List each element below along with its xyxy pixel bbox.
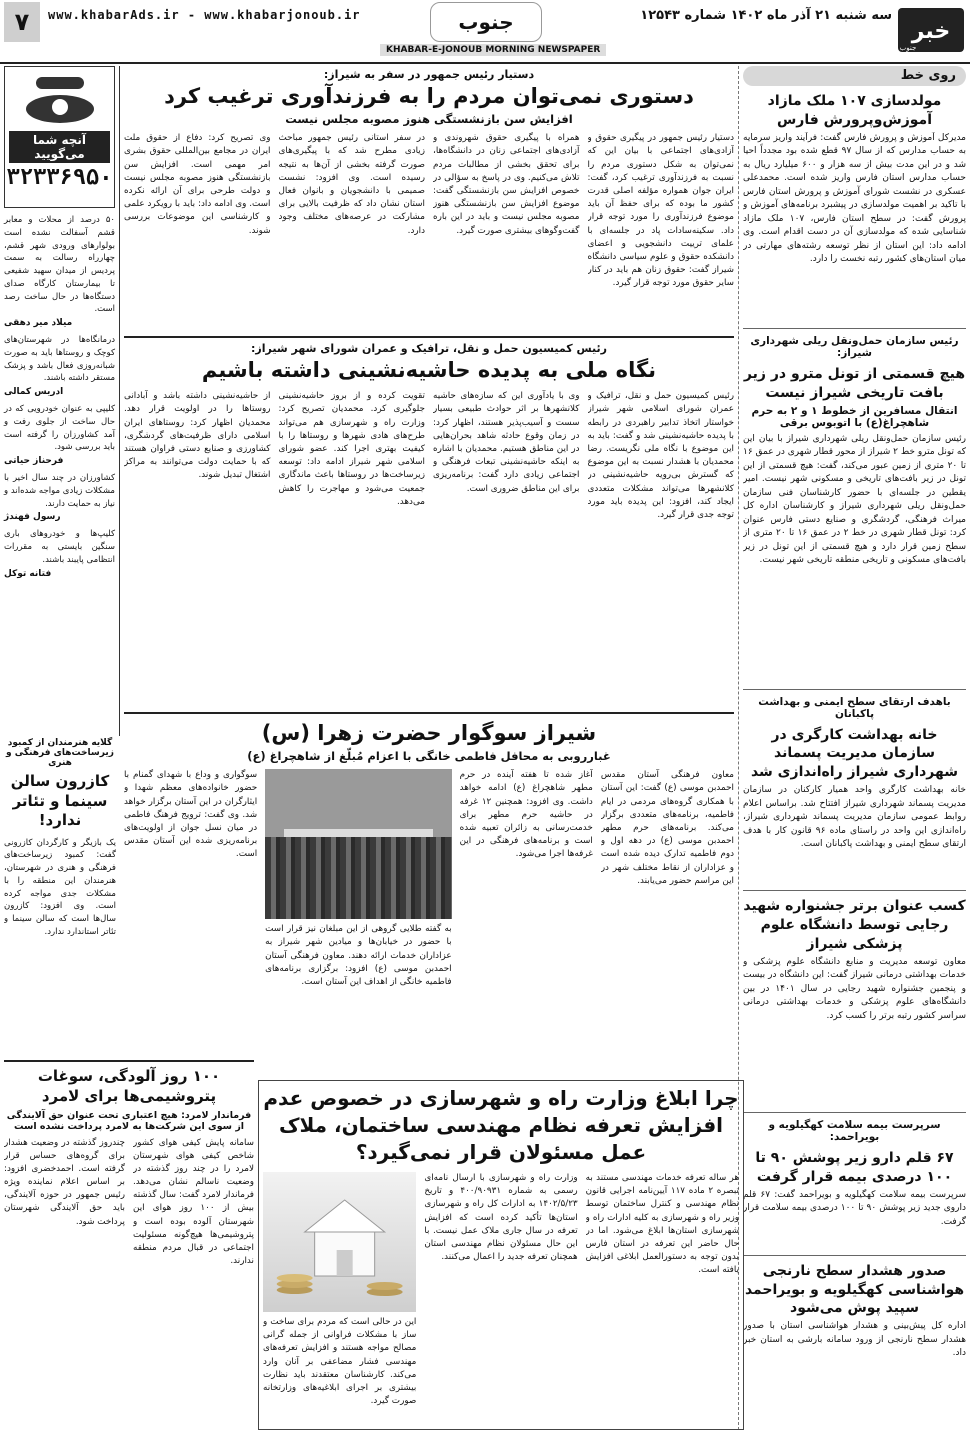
divider (743, 689, 966, 690)
news-body-weather: اداره کل پیش‌بینی و هشدار هواشناسی استان با صدور هشدار سطح نارنجی از ورود سامانه بارشی به استان خبر داد. (743, 1321, 966, 1359)
section-label: جنوب (430, 2, 542, 42)
article-headline: شیراز سوگوار حضرت زهرا (س) (261, 721, 597, 745)
page-number: ۷ (4, 2, 40, 42)
reader-name: میلاد میر دهقی (4, 318, 73, 328)
news-title-insurance: ۶۷ قلم دارو زیر پوشش ۹۰ تا ۱۰۰ درصدی بیمه قرار گرفت (755, 1149, 954, 1185)
news-body-schools: مدیرکل آموزش و پرورش فارس گفت: فرآیند واریز سرمایه به حساب مدارس که از سال ۹۷ قطع شده بود مجدداً احیا شد و در این مدت بیش از سه هزار و ۶۰۰ میلیارد ریال به حساب مدارس استان فارس واریز شده است. محمدعلی عسکری در نشست شورای آموزش و پرورش استان فارس با تاکید بر اهمیت مولدسازی در پیشبرد برنامه‌های آموزش و پرورش گفت: در سطح استان فارس، ۱۰۷ ملک مازاد شناسایی شده که مولدسازی آن در دست اقدام است. وی ادامه داد: این استان از نظر توسعه رشته‌های مهارتی در میان استان‌های کشور رتبه نخست را دارد. (743, 132, 966, 265)
news-kicker-insurance: سرپرست بیمه سلامت کهگیلویه و بویراحمد: (768, 1118, 941, 1143)
divider (743, 1255, 966, 1256)
article-column: این در حالی است که مردم برای ساخت و ساز با مشکلات فراوانی از جمله گرانی مصالح مواجه هستند و افزایش تعرفه‌های مهندسی فشار مضاعفی بر آنان وارد می‌کند. کارشناسان معتقدند باید نظارت بیشتری بر اجرای ابلاغیه‌های وزارتخانه صورت گیرد. (263, 1317, 417, 1407)
article-column: در سفر استانی رئیس جمهور مباحث زیادی مطرح شد که با پیگیری‌های صورت گرفته بخشی از آن‌ها به نتیجه رسیده است. وی افزود: نشست صمیمی با دانشجویان و بانوان فعال استان نشان داد که ظرفیت بالایی برای مشارکت در عرصه‌های مختلف وجود دارد. (278, 133, 425, 236)
article-column: وی با یادآوری این که سازه‌های حاشیه کلانشهرها بر اثر حوادث طبیعی بسیار سست و آسیب‌پذیر هستند، اظهار کرد: در زمان وقوع حادثه شاهد بحران‌هایی در این مناطق هستیم. محمدیان با اشاره به اینکه حاشیه‌نشینی تبعات فرهنگی و اجتماعی زیادی دارد گفت: برنامه‌ریزی برای این مناطق ضروری است. (433, 391, 580, 494)
article-photo-column (263, 1172, 416, 1422)
news-body-insurance: سرپرست بیمه سلامت کهگیلویه و بویراحمد گفت: ۶۷ قلم داروی جدید زیر پوشش ۹۰ تا ۱۰۰ درصدی بیمه سلامت قرار گرفت. (743, 1189, 966, 1227)
article-headline: دستوری نمی‌توان مردم را به فرزندآوری ترغیب کرد (164, 84, 694, 108)
readers-phone-box (4, 66, 115, 208)
article-subhead: فرماندار لامرد: هیچ اعتباری تحت عنوان حق آلایندگی از سوی این شرکت‌ها به لامرد پرداخت نشده است (6, 1109, 252, 1132)
article-column: سامانه پایش کیفی هوای کشور شاخص کیفی هوای شهرستان لامرد را در چند روز گذشته در وضعیت ناسالم نشان می‌دهد. فرماندار لامرد گفت: سال گذشته بیش از ۱۰۰ روز هوای این شهرستان آلوده بوده است و پتروشیمی‌ها هیچ‌گونه مسئولیت اجتماعی در قبال مردم منطقه ندارند. (133, 1137, 254, 1267)
news-body-metro: رئیس سازمان حمل‌ونقل ریلی شهرداری شیراز با بیان این که تونل مترو خط ۲ شیراز از محور قطار شهری در عمق ۱۶ تا ۲۰ متری از زمین عبور می‌کند، گفت: هیچ قسمتی از این تونل در زیر بافت‌های تاریخی و مسکونی شهر نیست. امیر یقطین در جلسه‌ای با حضور کارشناسان فنی سازمان حمل‌ونقل ریلی شهرداری شیراز و کارشناسان اداره کل میراث فرهنگی، گردشگری و صنایع دستی فارس عنوان کرد: تونل قطار شهری در خط ۲ در عمق ۱۶ تا ۲۰ متری از سطح زمین قرار دارد و هیچ قسمتی از این تونل در زیر بافت‌های مسکونی و تاریخی منطقه تاریخی شهر نیست. (743, 433, 966, 566)
logo-small-text: جنوب (899, 44, 917, 52)
article-subhead: غبارروبی به محافل فاطمی خانگی با اعزام مُبلّغ از شاهچراغ (ع) (247, 749, 611, 764)
rooye-khat-band: روی خط (743, 66, 966, 86)
article-column: وی تصریح کرد: دفاع از حقوق ملت ایران در مجامع بین‌المللی حقوق بشری امر مهمی است. افزایش سن بازنشستگی هنوز مصوبه مجلس نیست و دولت طرحی برای آن ارائه نکرده است. وی ادامه داد: باید با رویکرد علمی و کارشناسی این موضوعات بررسی شوند. (124, 133, 271, 236)
logo-text: خبر (911, 19, 951, 44)
kazerun-kicker: گلایه هنرمندان از کمبود زیرساخت‌های فرهنگی و هنری (6, 738, 114, 768)
news-body-university: معاون توسعه مدیریت و منابع دانشگاه علوم پزشکی و خدمات بهداشتی درمانی شیراز گفت: این دانشگاه در بیست و پنجمین جشنواره شهید رجایی در سال ۱۴۰۱ در بین دانشگاه‌های علوم پزشکی و خدمات بهداشتی درمانی سراسر کشور رتبه برتر را کسب کرد. (743, 956, 966, 1021)
divider (743, 890, 966, 891)
article-headline: چرا ابلاغ وزارت راه و شهرسازی در خصوص عدم افزایش تعرفه نظام مهندسی ساختمان، ملاک عمل مسئولان قرار نمی‌گیرد؟ (263, 1086, 739, 1164)
reader-message: کلیپی به عنوان خودرویی که در حال ساخت از جلوی رفت و آمد کشاورزان را گرفته است باید بررسی شود. (4, 404, 115, 453)
masthead-english: KHABAR-E-JONOUB MORNING NEWSPAPER (380, 44, 606, 56)
news-sub-metro: انتقال مسافرین از خطوط ۱ و ۲ به حرم شاهچراغ(ع) با اتوبوس برقی (751, 404, 958, 429)
newspaper-logo (898, 2, 964, 58)
article-column: دستیار رئیس جمهور در پیگیری حقوق و آزادی‌های اجتماعی با بیان این که نمی‌توان به شکل دستوری مردم را نسبت به فرزندآوری ترغیب کرد، گفت: ایران جوان همواره مؤلفه اصلی قدرت کشور ما بوده که برای حفظ آن باید موضوع فرزندآوری را مورد توجه قرار داد. سکینه‌سادات پاد در جلسه‌ای با علمای ترییت دانشجویی و اعضای دانشکده حقوق و علوم سیاسی دانشگاه شیراز گفت: حقوق زنان هم باید در کنار سایر حقوق مورد توجه قرار گیرد. (587, 133, 734, 289)
reader-name: فتانه توکل (4, 568, 52, 579)
article-column: سوگواری و وداع با شهدای گمنام با حضور خانواده‌های معظم شهدا و ایثارگران در این آستان برگزار خواهد شد. وی گفت: ترویج فرهنگ فاطمی در میان نسل جوان از اولویت‌های برنامه‌ریزی شده این آستان مقدس است. (123, 770, 258, 860)
reader-message: کلیپ‌ها و خودروهای باری سنگین بایستی به مقررات انتظامی پایبند باشند. (4, 529, 115, 565)
mourning-crowd-photo (265, 769, 451, 919)
news-title-health-house: خانه بهداشت کارگری در سازمان مدیریت پسماند شهرداری شیراز راه‌اندازی شد (750, 726, 959, 781)
article-column: به گفته طلایی گروهی از این مبلغان نیز قرار است با حضور در خیابان‌ها و میادین شهر شیراز به عزاداران خدمات ارائه دهند. معاون فرهنگی آستان احمدبن موسی (ع) افزود: برگزاری برنامه‌های فاطمیه خانگی از اهداف این آستان است. (265, 924, 452, 988)
article-fertility (124, 68, 734, 328)
article-column: وزارت راه و شهرسازی با ارسال نامه‌ای رسمی به شماره ۴۰۰/۹۰۹۳۱ و تاریخ ۱۴۰۲/۵/۲۳ به ادارات کل راه و شهرسازی استان‌ها تأکید کرده است که افزایش تعرفه در سال جاری ملاک عمل نیست. با این حال مسئولان نظام مهندسی استان همچنان تعرفه جدید را اعمال می‌کنند. (424, 1173, 578, 1263)
article-column: هر ساله تعرفه خدمات مهندسی مستند به تبصره ۲ ماده ۱۱۷ آیین‌نامه اجرایی قانون نظام مهندسی و کنترل ساختمان توسط وزیر راه و شهرسازی به کلیه ادارات راه و شهرسازی استان‌ها ابلاغ می‌شود. اما در حال حاضر این تعرفه در استان فارس بدون توجه به دستورالعمل ابلاغی افزایش یافته است. (585, 1173, 739, 1276)
article-column: از حاشیه‌نشینی داشته باشد و آبادانی روستاها را در اولویت قرار دهد. محمدیان اظهار کرد: روستاهای ایران اسلامی دارای ظرفیت‌های گردشگری، کشاورزی و صنایع دستی فراوان هستند که با حمایت دولت می‌توانند به مراکز اشتغال تبدیل شوند. (124, 391, 271, 481)
article-kicker: دستیار رئیس جمهور در سفر به شیراز: (323, 68, 535, 81)
news-title-weather: صدور هشدار سطح نارنجی هواشناسی کهگیلویه و بویراحمد سپید پوش می‌شود (744, 1262, 965, 1317)
house-coins-image (263, 1172, 416, 1312)
issue-date-line: سه شنبه ۲۱ آذر ماه ۱۴۰۲ شماره ۱۲۵۴۳ (640, 8, 892, 23)
news-kicker-metro: رئیس سازمان حمل‌ونقل ریلی شهرداری شیراز: (750, 334, 959, 359)
article-column: تقویت کرده و از بروز حاشیه‌نشینی جلوگیری کرد. محمدیان تصریح کرد: وزارت راه و شهرسازی هم می‌تواند طرح‌های هادی شهرها و روستاها را با کیفیت بهتری اجرا کند. عضو شورای اسلامی شهر شیراز ادامه داد: توسعه زیرساخت‌ها در روستاها باعث ماندگاری جمعیت می‌شود و مهاجرت را کاهش می‌دهد. (278, 391, 425, 507)
article-suburbs (124, 336, 734, 712)
reader-message: کشاورزان در چند سال اخیر با مشکلات زیادی مواجه شده‌اند و نیاز به حمایت دارند. (4, 473, 115, 509)
kazerun-article (4, 738, 120, 1038)
divider (743, 328, 966, 329)
article-subhead: افزایش سن بازنشستگی هنوز مصوبه مجلس نیست (285, 112, 573, 127)
article-headline: نگاه ملی به پدیده حاشیه‌نشینی داشته باشیم (201, 358, 657, 382)
news-title-university: کسب عنوان برتر جشنواره شهید رجایی توسط دانشگاه علوم پزشکی شیراز (743, 898, 966, 953)
readers-say-column (4, 66, 120, 736)
article-shiraz-mourning (124, 712, 734, 1078)
divider (743, 1112, 966, 1113)
article-column: معاون فرهنگی آستان مقدس احمدبن موسی (ع) گفت: این آستان با همکاری گروه‌های مردمی در ایام فاطمیه، برنامه‌های متعددی برگزار می‌کند. برنامه‌های حرم مطهر احمدبن موسی (ع) در دهه اول و دوم فاطمیه تدارک دیده شده است و عزاداران از نقاط مختلف شهر در این مراسم حضور می‌یابند. (600, 770, 734, 886)
reader-message: ۵۰ درصد از محلات و معابر قشم آسفالت نشده است بولوارهای ورودی شهر قشم، چهارراه رسالت به سمت پردیس از میدان سهید شفیعی تا بیمارستان کارگاه صدای دستگاه‌ها در حال ساخت رصد است. (4, 215, 115, 315)
news-kicker-health-house: باهدف ارتقای سطح ایمنی و بهداشت پاکبانان (758, 695, 951, 720)
news-title-schools: مولدسازی ۱۰۷ ملک مازاد آموزش‌وپرورش فارس (767, 93, 942, 128)
readers-phone-number[interactable]: ۳۲۳۳۶۹۵۰ (6, 165, 113, 190)
article-kicker: رئیس کمیسیون حمل و نقل، ترافیک و عمران شورای شهر شیراز: (251, 342, 607, 355)
article-lamerd-pollution (4, 1060, 254, 1426)
article-column: چندروز گذشته در وضعیت هشدار برای گروه‌های حساس قرار گرفته است. احمدخضری افزود: بر اساس اعلام نماینده ویژه رئیس جمهور در حوزه آلایندگی، باید حق آلایندگی شهرستان پرداخت شود. (4, 1137, 125, 1227)
news-body-health-house: خانه بهداشت کارگری واحد همیار کارکنان در سازمان مدیریت پسماند شهرداری شیراز افتتاح شد. براساس اعلام روابط عمومی سازمان مدیریت پسماند شهرداری شیراز، راه‌اندازی این واحد در راستای ماده ۹۶ قانون کار با هدف ارتقای سطح ایمنی و بهداشت پاکبانان است. (743, 785, 966, 850)
article-column: همراه با پیگیری حقوق شهروندی و آزادی‌های اجتماعی زنان در دانشگاه‌ها، برای تحقق بخشی از مطالبات مردم تلاش می‌کنیم. وی در پاسخ به سؤالی در خصوص افزایش سن بازنشستگی گفت: موضوع افزایش سن بازنشستگی هنوز مصوبه مجلس نیست و باید در این باره گفت‌وگوهای بیشتری صورت گیرد. (433, 133, 580, 236)
logo-mark (898, 2, 964, 58)
reader-message: درمانگاه‌ها در شهرستان‌های کوچک و روستاها باید به صورت شبانه‌روزی فعال باشد و پزشک مستقر داشته باشند. (4, 335, 115, 384)
article-photo-column (265, 769, 451, 1069)
reader-name: ادریس کمالی (4, 387, 64, 397)
masthead (0, 0, 970, 64)
article-column: آغاز شده تا هفته آینده در حرم مطهر شاهچراغ (ع) ادامه خواهد داشت. وی افزود: همچنین ۱۲ غرفه در حاشیه حرم مطهر برای خدمت‌رسانی به زائران تعبیه شده است و برنامه‌های فرهنگی در این غرفه‌ها اجرا می‌شود. (459, 770, 593, 860)
reader-name: رسول فهندژ (4, 512, 61, 523)
telephone-icon (5, 67, 114, 129)
reader-name: فرحناز حیاتی (4, 456, 64, 466)
right-news-column (738, 66, 966, 1430)
site-url[interactable]: www.khabarAds.ir - www.khabarjonoub.ir (48, 8, 361, 22)
news-title-metro: هیچ قسمتی از تونل مترو در زیر بافت تاریخی شیراز نیست (743, 365, 966, 401)
kazerun-body: یک بازیگر و کارگردان کازرونی گفت: کمبود زیرساخت‌های فرهنگی و هنری در شهرستان، هنرمندان این منطقه را با مشکلات جدی مواجه کرده است. وی افزود: کازرون سال‌ها است که سالن سینما و تئاتر استاندارد ندارد. (4, 837, 116, 937)
kazerun-title: کازرون سالن سینما و تئاتر ندارد! (10, 772, 110, 829)
readers-box-heading: آنچه شما می‌گویید (9, 131, 110, 163)
article-headline: ۱۰۰ روز آلودگی، سوغات پتروشیمی‌ها برای لامرد (37, 1067, 221, 1106)
article-column: رئیس کمیسیون حمل و نقل، ترافیک و عمران شورای اسلامی شهر شیراز خواستار اتخاذ تدابیر راهبردی در رابطه با پدیده حاشیه‌نشینی شد و گفت: باید به این موضوع با نگاه ملی نگریست. رضا محمدیان با هشدار نسبت به این موضوع که گسترش بی‌رویه حاشیه‌نشینی در کلانشهرها می‌تواند مشکلات متعددی ایجاد کند، افزود: این پدیده باید مورد توجه جدی قرار گیرد. (587, 391, 734, 520)
article-engineering-tariff (258, 1080, 744, 1430)
